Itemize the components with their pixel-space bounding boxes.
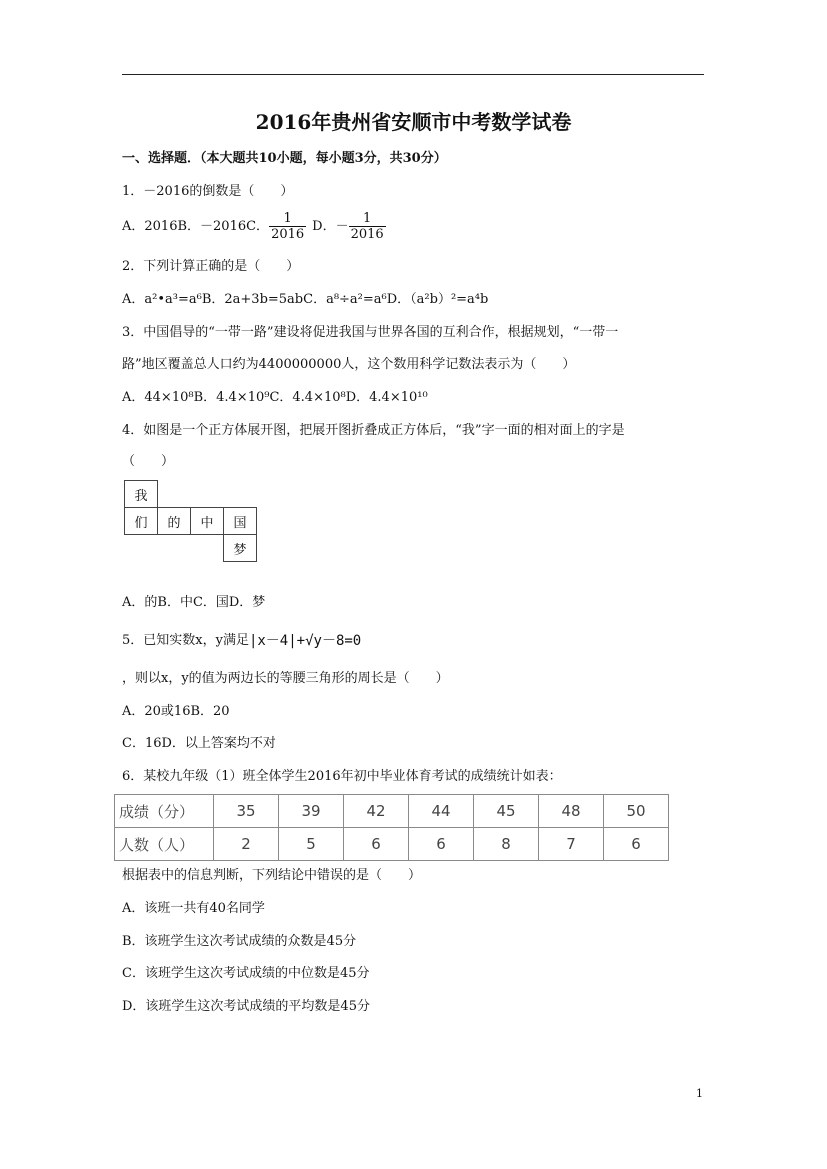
q6-option-a: A．该班一共有40名同学 (122, 901, 265, 916)
cube-face-meng: 梦 (224, 535, 257, 562)
cube-face-de: 的 (158, 508, 191, 535)
table-cell: 5 (279, 828, 344, 861)
q4-options: A．的B．中C．国D．梦 (122, 595, 266, 610)
table-cell: 44 (409, 795, 474, 828)
page-title: 2016年贵州省安顺市中考数学试卷 (255, 110, 572, 134)
q1-frac-d-num: 1 (363, 211, 372, 226)
cube-net (124, 480, 257, 562)
q1-options-text: A．2016B．－2016C． (122, 219, 270, 234)
q1-frac-d (349, 212, 386, 242)
q1-options (122, 212, 386, 242)
q5-options-line2: C．16D．以上答案均不对 (122, 736, 276, 751)
q6-stem: 6．某校九年级（1）班全体学生2016年初中毕业体育考试的成绩统计如表： (122, 769, 562, 784)
cube-face-men: 们 (125, 508, 158, 535)
table-row (115, 828, 669, 861)
score-table (114, 794, 669, 861)
q5-formula: |x－4|+√y－8=0 (248, 633, 362, 649)
header-rule (122, 74, 704, 75)
table-header-count: 人数（人） (115, 828, 214, 861)
table-cell: 6 (344, 828, 409, 861)
table-cell: 50 (604, 795, 669, 828)
q5-stem-text: 5．已知实数x，y满足 (122, 633, 249, 648)
q5-stem-line2: ，则以x，y的值为两边长的等腰三角形的周长是（ ） (122, 671, 449, 686)
q1-frac-c-den: 2016 (271, 227, 305, 242)
table-cell: 35 (214, 795, 279, 828)
q6-option-b: B．该班学生这次考试成绩的众数是45分 (122, 934, 357, 949)
q1-frac-c-num: 1 (283, 211, 292, 226)
table-cell: 2 (214, 828, 279, 861)
table-cell: 39 (279, 795, 344, 828)
q3-options: A．44×10⁸B．4.4×10⁹C．4.4×10⁸D．4.4×10¹⁰ (122, 390, 428, 405)
table-cell: 8 (474, 828, 539, 861)
q6-option-c: C．该班学生这次考试成绩的中位数是45分 (122, 966, 370, 981)
page-number: 1 (696, 1087, 703, 1100)
q3-stem-line2: 路”地区覆盖总人口约为4400000000人，这个数用科学记数法表示为（ ） (122, 357, 576, 372)
table-cell: 6 (409, 828, 474, 861)
q1-option-d: D．－ (312, 219, 349, 234)
section-heading: 一、选择题．（本大题共10小题，每小题3分，共30分） (122, 151, 447, 166)
cube-face-zhong: 中 (191, 508, 224, 535)
q6-stem2: 根据表中的信息判断，下列结论中错误的是（ ） (122, 868, 422, 883)
q1-frac-c (269, 212, 306, 242)
table-cell: 45 (474, 795, 539, 828)
cube-face-wo: 我 (125, 481, 158, 508)
q1-stem: 1．－2016的倒数是（ ） (122, 184, 294, 199)
q1-frac-d-den: 2016 (350, 227, 384, 242)
table-row (115, 795, 669, 828)
q4-stem-line1: 4．如图是一个正方体展开图，把展开图折叠成正方体后，“我”字一面的相对面上的字是 (122, 423, 625, 438)
table-header-score: 成绩（分） (115, 795, 214, 828)
q5-stem-line1 (122, 632, 361, 650)
q4-stem-line2: （ ） (122, 454, 175, 469)
q5-options-line1: A．20或16B．20 (122, 704, 230, 719)
q2-options: A．a²•a³=a⁶B．2a+3b=5abC．a⁸÷a²=a⁶D．（a²b）²=a⁴b (122, 292, 489, 307)
q6-option-d: D．该班学生这次考试成绩的平均数是45分 (122, 999, 370, 1014)
q3-stem-line1: 3．中国倡导的“一带一路”建设将促进我国与世界各国的互利合作，根据规划，“一带一 (122, 325, 619, 340)
table-cell: 7 (539, 828, 604, 861)
table-cell: 42 (344, 795, 409, 828)
cube-face-guo: 国 (224, 508, 257, 535)
table-cell: 6 (604, 828, 669, 861)
table-cell: 48 (539, 795, 604, 828)
q2-stem: 2．下列计算正确的是（ ） (122, 259, 300, 274)
